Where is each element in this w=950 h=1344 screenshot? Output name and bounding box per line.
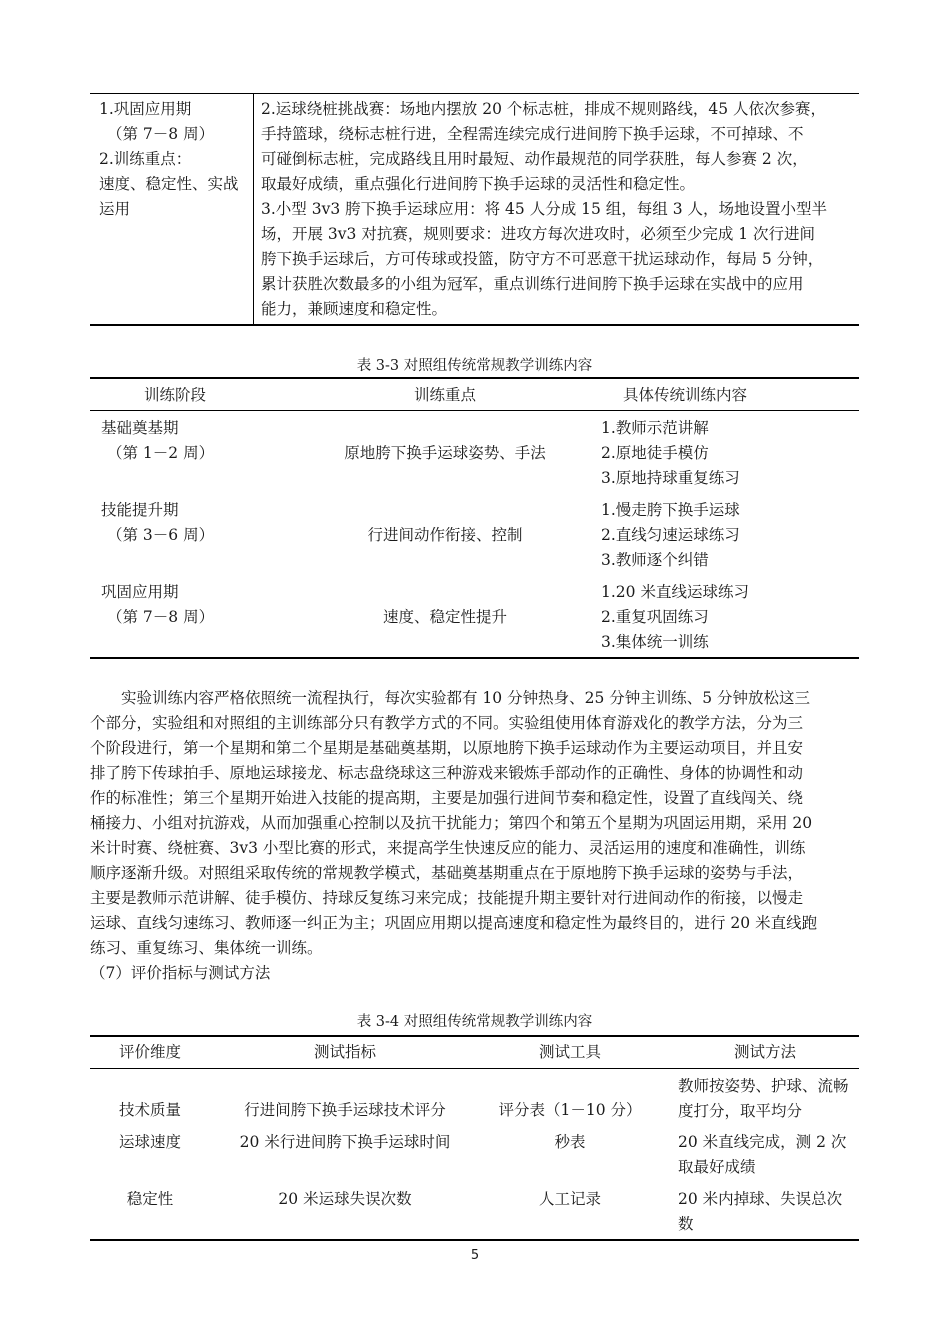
cell-line: 可碰倒标志桩，完成路线且用时最短、动作最规范的同学获胜，每人参赛 2 次， — [261, 150, 808, 168]
cell-line: 速度、稳定性、实战 — [99, 175, 239, 193]
paragraph-line: 米计时赛、绕桩赛、3v3 小型比赛的形式，来提高学生快速反应的能力、灵活运用的速度和准确性，训练 — [90, 839, 806, 857]
table-top-right-cell — [261, 97, 827, 322]
table34-caption: 表 3-4 对照组传统常规教学训练内容 — [356, 1014, 593, 1030]
table33-bottom-rule — [90, 657, 859, 659]
table33-row3-content — [601, 580, 749, 655]
table-top-bottom-rule — [90, 324, 859, 326]
cell-line: 2.重复巩固练习 — [601, 608, 709, 626]
table34-row1-method — [678, 1074, 849, 1124]
cell-line: 20 米内掉球、失误总次 — [678, 1190, 843, 1208]
table34-row2-method — [678, 1130, 846, 1180]
cell-line: 场，开展 3v3 对抗赛，规则要求：进攻方每次进攻时，必须至少完成 1 次行进间 — [261, 225, 816, 243]
table33-row2-content — [601, 498, 740, 573]
cell-line: （第 7－8 周） — [107, 125, 215, 143]
table-top-rule — [90, 93, 859, 94]
section-heading: （7）评价指标与测试方法 — [90, 964, 271, 982]
cell-line: 累计获胜次数最多的小组为冠军，重点训练行进间胯下换手运球在实战中的应用 — [261, 275, 804, 293]
cell-line: 2.原地徒手模仿 — [601, 444, 709, 462]
paragraph-line: 个阶段进行，第一个星期和第二个星期是基础奠基期，以原地胯下换手运球动作为主要运动项目，并且安 — [90, 739, 804, 757]
table-top-left-cell — [99, 97, 239, 222]
table34-header-tool: 测试工具 — [538, 1043, 601, 1061]
table33-top-rule — [90, 377, 859, 379]
cell-line: 手持篮球，绕标志桩行进，全程需连续完成行进间胯下换手运球，不可掉球、不 — [261, 125, 804, 143]
cell-line: 教师按姿势、护球、流畅 — [678, 1077, 849, 1095]
paragraph-line: 排了胯下传球拍手、原地运球接龙、标志盘绕球这三种游戏来锻炼手部动作的正确性、身体的协调性和动 — [90, 764, 804, 782]
table33-row2-focus: 行进间动作衔接、控制 — [367, 526, 523, 544]
cell-line: 2.运球绕桩挑战赛：场地内摆放 20 个标志桩，排成不规则路线，45 人依次参赛， — [261, 100, 827, 118]
cell-line: （第 7－8 周） — [107, 608, 215, 626]
table33-header-content: 具体传统训练内容 — [622, 386, 747, 404]
paragraph-line: 练习、重复练习、集体统一训练。 — [90, 939, 323, 957]
paragraph-line: 实验训练内容严格依照统一流程执行，每次实验都有 10 分钟热身、25 分钟主训练、5 分钟放松这三 — [121, 689, 811, 707]
table34-row3-dim: 稳定性 — [126, 1190, 174, 1208]
table34-row1-index: 行进间胯下换手运球技术评分 — [244, 1101, 446, 1119]
cell-line: 1.教师示范讲解 — [601, 419, 709, 437]
cell-line: 3.原地持球重复练习 — [601, 469, 740, 487]
table34-top-rule — [90, 1035, 859, 1037]
table-top-divider — [253, 93, 254, 325]
table34-header-index: 测试指标 — [313, 1043, 376, 1061]
table34-row3-index: 20 米运球失误次数 — [278, 1190, 412, 1208]
body-paragraph — [90, 686, 859, 961]
table34-header-dim: 评价维度 — [118, 1043, 181, 1061]
cell-line: 1.巩固应用期 — [99, 100, 192, 118]
cell-line: 20 米直线完成，测 2 次 — [678, 1133, 847, 1151]
table33-row3-focus: 速度、稳定性提升 — [382, 608, 507, 626]
cell-line: 2.直线匀速运球练习 — [601, 526, 740, 544]
paragraph-line: 顺序逐渐升级。对照组采取传统的常规教学模式，基础奠基期重点在于原地胯下换手运球的姿势与手法， — [90, 864, 804, 882]
paragraph-line: 桶接力、小组对抗游戏，从而加强重心控制以及抗干扰能力；第四个和第五个星期为巩固运用期，采用 20 — [90, 814, 813, 832]
page-number: 5 — [470, 1248, 480, 1263]
cell-line: 度打分，取平均分 — [678, 1102, 803, 1120]
table33-row1-stage — [101, 416, 214, 466]
cell-line: 2.训练重点： — [99, 150, 192, 168]
paragraph-line: 运球、直线匀速练习、教师逐一纠正为主；巩固应用期以提高速度和稳定性为最终目的，进行 20 米直线跑 — [90, 914, 818, 932]
paragraph-line: 作的标准性；第三个星期开始进入技能的提高期，主要是加强行进间节奏和稳定性，设置了直线闯关、绕 — [90, 789, 804, 807]
table34-header-rule — [90, 1068, 859, 1069]
paragraph-line: 主要是教师示范讲解、徒手模仿、持球反复练习来完成；技能提升期主要针对行进间动作的衔接，以慢走 — [90, 889, 804, 907]
table34-row2-dim: 运球速度 — [118, 1133, 181, 1151]
table33-row1-focus: 原地胯下换手运球姿势、手法 — [344, 444, 546, 462]
table34-row2-index: 20 米行进间胯下换手运球时间 — [239, 1133, 451, 1151]
table33-row1-content — [601, 416, 740, 491]
table34-row3-method — [678, 1187, 842, 1237]
table34-bottom-rule — [90, 1239, 859, 1241]
cell-line: 技能提升期 — [101, 501, 179, 519]
table34-row2-tool: 秒表 — [554, 1133, 586, 1151]
table33-header-stage: 训练阶段 — [143, 386, 206, 404]
cell-line: 1.20 米直线运球练习 — [601, 583, 749, 601]
table34-row1-dim: 技术质量 — [118, 1101, 181, 1119]
cell-line: 巩固应用期 — [101, 583, 179, 601]
table34-row1-tool: 评分表（1－10 分） — [498, 1101, 642, 1119]
cell-line: 取最好成绩，重点强化行进间胯下换手运球的灵活性和稳定性。 — [261, 175, 696, 193]
cell-line: （第 1－2 周） — [107, 444, 215, 462]
cell-line: 取最好成绩 — [678, 1158, 756, 1176]
cell-line: 1.慢走胯下换手运球 — [601, 501, 740, 519]
cell-line: 3.小型 3v3 胯下换手运球应用：将 45 人分成 15 组，每组 3 人，场地设置小型半 — [261, 200, 827, 218]
paragraph-line: 个部分，实验组和对照组的主训练部分只有教学方式的不同。实验组使用体育游戏化的教学方法，分为三 — [90, 714, 804, 732]
cell-line: 3.集体统一训练 — [601, 633, 709, 651]
cell-line: 3.教师逐个纠错 — [601, 551, 709, 569]
cell-line: 能力，兼顾速度和稳定性。 — [261, 300, 448, 318]
table33-header-focus: 训练重点 — [413, 386, 476, 404]
cell-line: （第 3－6 周） — [107, 526, 215, 544]
cell-line: 胯下换手运球后，方可传球或投篮，防守方不可恶意干扰运球动作，每局 5 分钟， — [261, 250, 824, 268]
table33-row3-stage — [101, 580, 214, 630]
cell-line: 数 — [678, 1215, 694, 1233]
table33-caption: 表 3-3 对照组传统常规教学训练内容 — [356, 358, 593, 374]
cell-line: 运用 — [99, 200, 131, 218]
table34-row3-tool: 人工记录 — [538, 1190, 601, 1208]
table33-row2-stage — [101, 498, 214, 548]
table33-header-rule — [90, 410, 859, 411]
table34-header-method: 测试方法 — [733, 1043, 796, 1061]
cell-line: 基础奠基期 — [101, 419, 179, 437]
